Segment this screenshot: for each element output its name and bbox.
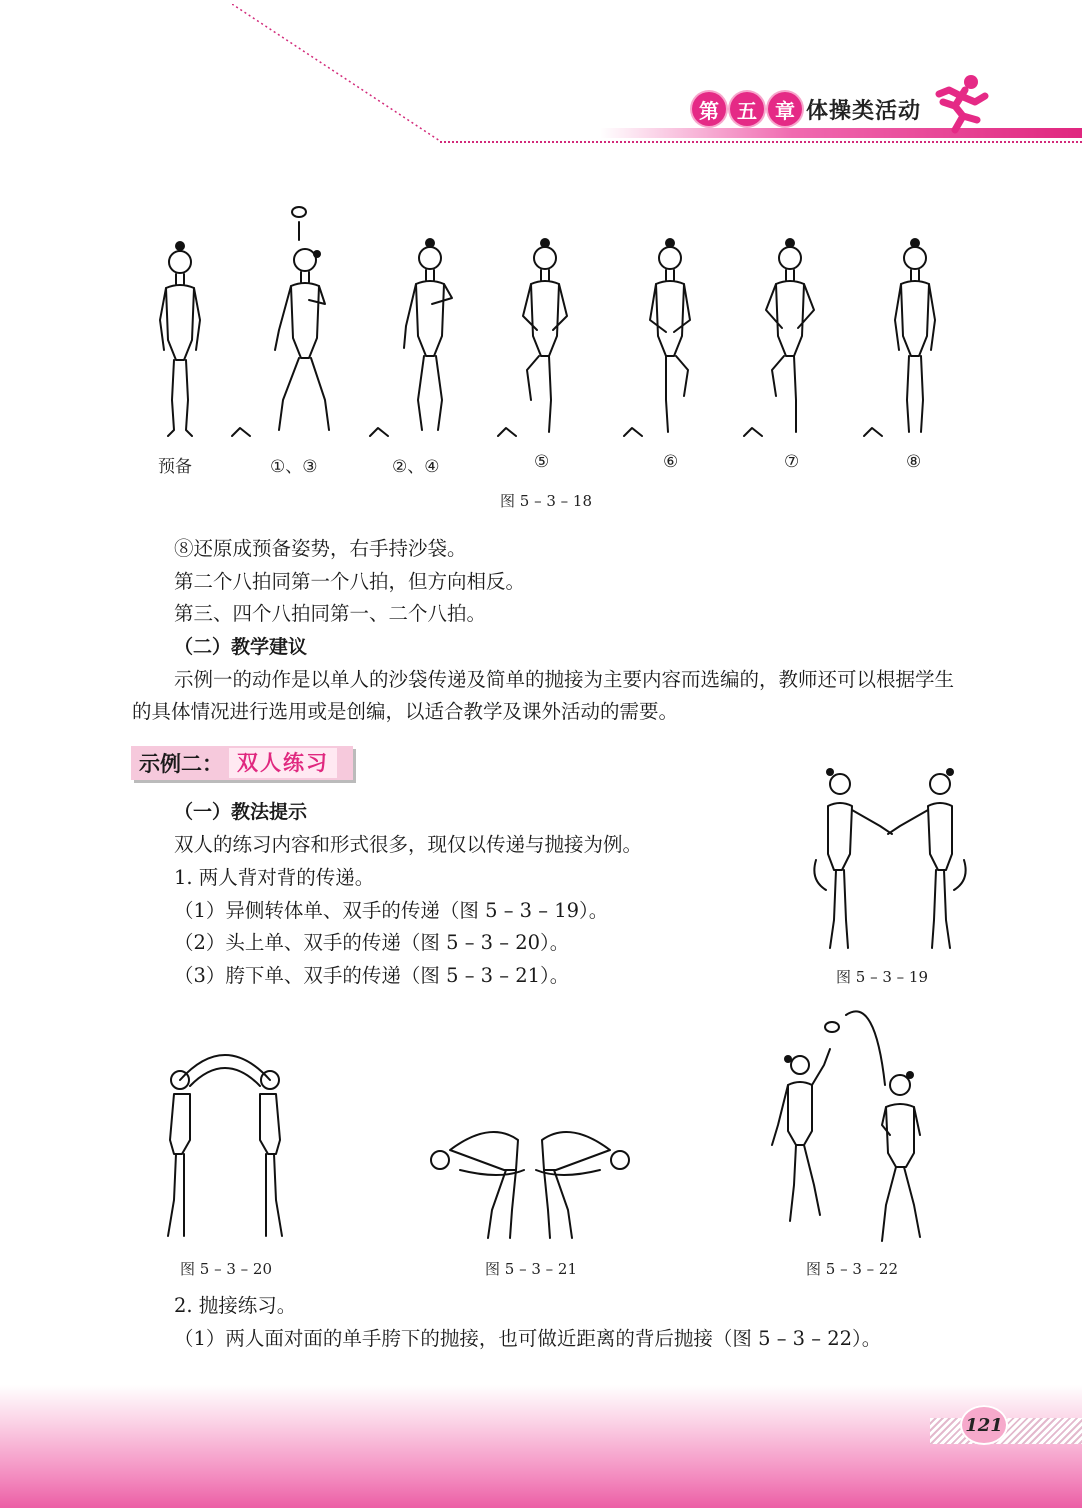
paragraph-back-to-back: 1. 两人背对背的传递。 <box>174 866 375 889</box>
figure-pose-ready <box>160 241 200 436</box>
step-arrow-2 <box>370 428 388 436</box>
pose-label-6: ⑥ <box>663 452 679 472</box>
header-dotted-rule <box>440 141 1082 143</box>
chapter-title: 体操类活动 <box>806 99 922 124</box>
figure-5-3-21-illustration <box>420 1110 640 1245</box>
step-arrow-5 <box>744 428 762 436</box>
example-two-banner <box>131 746 353 780</box>
figure-pose-6 <box>650 238 690 432</box>
figure-5-3-19-illustration <box>800 760 980 960</box>
step-arrow-3 <box>498 428 516 436</box>
pose-label-1-3: ①、③ <box>270 457 318 477</box>
chapter-badge-2: 五 <box>730 92 764 126</box>
step-arrow-4 <box>624 428 642 436</box>
heading-teaching-tips: （一）教法提示 <box>174 801 308 823</box>
step-arrow-6 <box>864 428 882 436</box>
figure-caption-5-3-22: 图 5 – 3 – 22 <box>806 1260 899 1278</box>
header-dotted-diagonal <box>232 4 447 144</box>
paragraph-item-1: （1）异侧转体单、双手的传递（图 5 – 3 – 19）。 <box>174 899 609 922</box>
paragraph-item-2: （2）头上单、双手的传递（图 5 – 3 – 20）。 <box>174 931 570 954</box>
paragraph-third-fourth: 第三、四个八拍同第一、二个八拍。 <box>174 602 487 625</box>
figure-5-3-18-illustration <box>140 200 960 450</box>
paragraph-teaching-advice: 示例一的动作是以单人的沙袋传递及简单的抛接为主要内容而选编的，教师还可以根据学生的具体情况进行选用或是创编，以适合教学及课外活动的需要。 <box>132 668 955 723</box>
paragraph-restore: ⑧还原成预备姿势，右手持沙袋。 <box>174 537 467 560</box>
runner-icon <box>925 72 995 134</box>
pose-label-2-4: ②、④ <box>392 457 440 477</box>
figure-caption-5-3-20: 图 5 – 3 – 20 <box>180 1260 273 1278</box>
header-gradient-bar <box>600 128 1082 138</box>
pose-label-7: ⑦ <box>784 452 800 472</box>
pose-label-5: ⑤ <box>534 452 550 472</box>
heading-teaching-advice: （二）教学建议 <box>174 636 308 658</box>
figure-pose-7 <box>766 238 814 432</box>
example-two-label: 示例二： <box>139 752 223 776</box>
figure-5-3-20-illustration <box>150 1040 300 1245</box>
paragraph-throw-catch-item-1: （1）两人面对面的单手胯下的抛接，也可做近距离的背后抛接（图 5 – 3 – 22）。 <box>174 1327 882 1350</box>
figure-caption-5-3-19: 图 5 – 3 – 19 <box>836 968 929 986</box>
paragraph-pair-intro: 双人的练习内容和形式很多，现仅以传递与抛接为例。 <box>174 833 643 856</box>
chapter-badges <box>692 92 802 128</box>
figure-caption-5-3-18: 图 5 – 3 – 18 <box>500 492 593 510</box>
step-arrow-1 <box>232 428 250 436</box>
paragraph-item-3: （3）胯下单、双手的传递（图 5 – 3 – 21）。 <box>174 964 570 987</box>
figure-pose-8 <box>895 238 935 432</box>
chapter-badge-3: 章 <box>768 92 802 126</box>
figure-5-3-22-illustration <box>760 995 950 1250</box>
footer-gradient-band <box>0 1385 1082 1508</box>
figure-pose-5 <box>523 238 567 432</box>
figure-pose-1-3 <box>275 207 329 430</box>
pose-label-ready: 预备 <box>158 457 192 477</box>
page-number: 121 <box>960 1405 1008 1445</box>
example-two-title: 双人练习 <box>229 748 337 778</box>
figure-pose-2-4 <box>404 238 452 430</box>
paragraph-second-eight: 第二个八拍同第一个八拍，但方向相反。 <box>174 570 526 593</box>
chapter-badge-1: 第 <box>692 92 726 126</box>
paragraph-throw-catch: 2. 抛接练习。 <box>174 1294 297 1317</box>
pose-label-8: ⑧ <box>906 452 922 472</box>
figure-caption-5-3-21: 图 5 – 3 – 21 <box>485 1260 578 1278</box>
